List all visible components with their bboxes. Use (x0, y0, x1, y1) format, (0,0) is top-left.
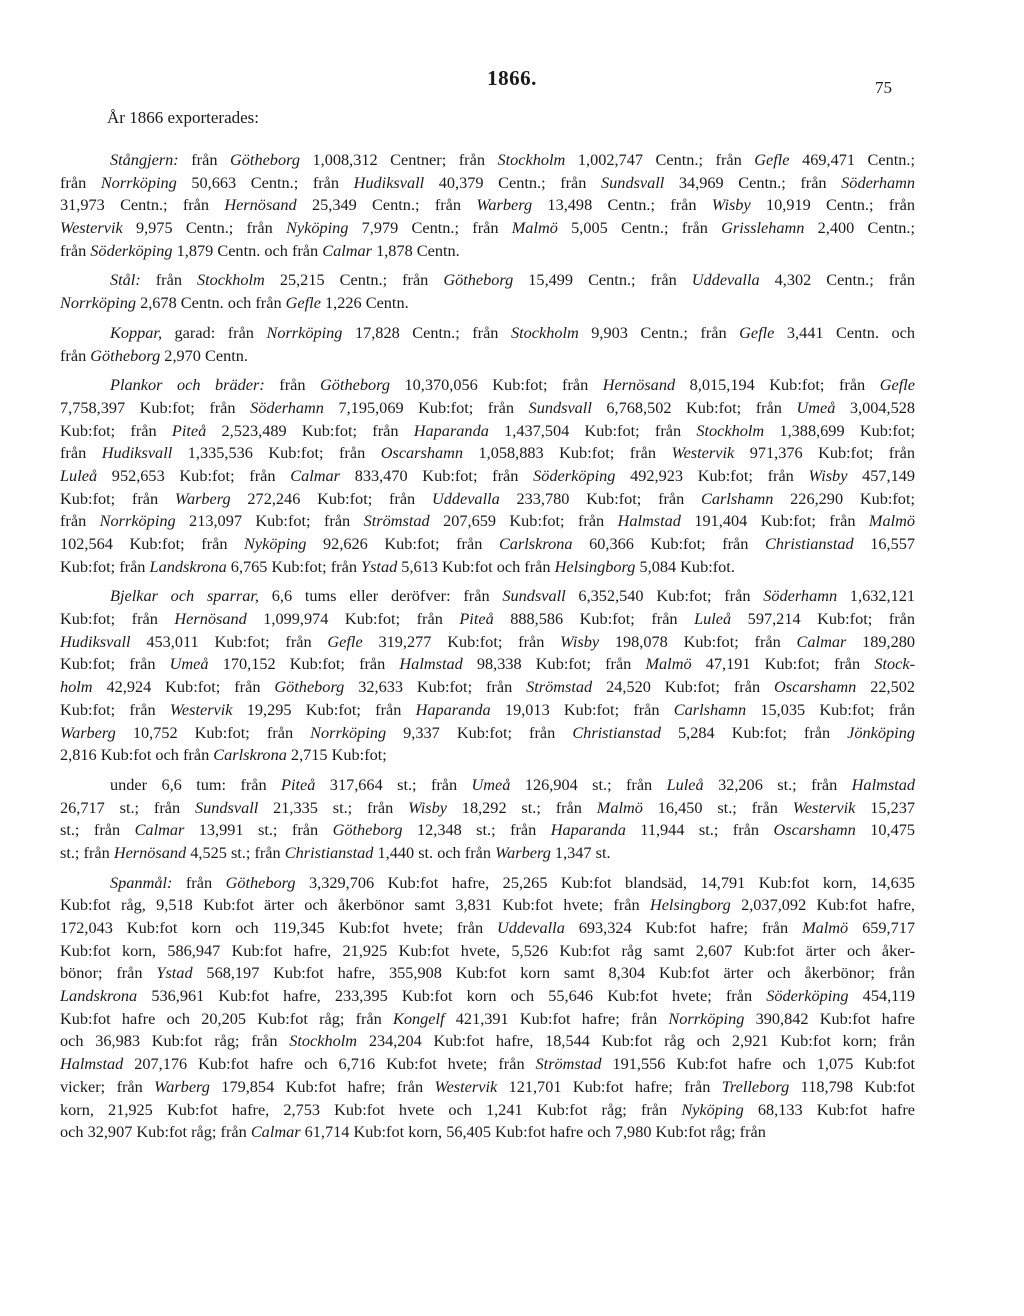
text-line: Kub:fot; från Hernösand 1,099,974 Kub:fot; från Piteå 888,586 Kub:fot; från Luleå 597,214 Kub:fot; från (60, 609, 916, 629)
text-line: holm 42,924 Kub:fot; från Götheborg 32,633 Kub:fot; från Strömstad 24,520 Kub:fot; från Oscarshamn 22,502 (60, 677, 916, 697)
text-line: Kub:fot; från Umeå 170,152 Kub:fot; från Halmstad 98,338 Kub:fot; från Malmö 47,191 Kub:fot; från Stock- (60, 654, 915, 674)
text-line: 7,758,397 Kub:fot; från Söderhamn 7,195,069 Kub:fot; från Sundsvall 6,768,502 Kub:fot; från Umeå 3,004,528 (60, 397, 915, 417)
text-line: st.; från Calmar 13,991 st.; från Götheborg 12,348 st.; från Haparanda 11,944 st.; från Oscarshamn 10,475 (60, 820, 916, 840)
text-line: bönor; från Ystad 568,197 Kub:fot hafre, 355,908 Kub:fot korn samt 8,304 Kub:fot ärter och åkerbönor; från (60, 963, 916, 983)
text-line: och 36,983 Kub:fot råg; från Stockholm 234,204 Kub:fot hafre, 18,544 Kub:fot råg och 2,921 Kub:fot korn; från (60, 1031, 916, 1051)
text-line: vicker; från Warberg 179,854 Kub:fot hafre; från Westervik 121,701 Kub:fot hafre; från Trelleborg 118,798 Kub:fot (60, 1076, 915, 1096)
page-year-header: 1866. (487, 66, 537, 90)
text-line: Kub:fot råg, 9,518 Kub:fot ärter och åkerbönor samt 3,831 Kub:fot hvete; från Helsingborg 2,037,092 Kub:fot hafre, (60, 895, 915, 915)
text-line: Hudiksvall 453,011 Kub:fot; från Gefle 319,277 Kub:fot; från Wisby 198,078 Kub:fot; från Calmar 189,280 (60, 631, 916, 651)
text-line: 172,043 Kub:fot korn och 119,345 Kub:fot hvete; från Uddevalla 693,324 Kub:fot hafre; från Malmö 659,717 (60, 918, 915, 937)
document-body (60, 149, 915, 1144)
text-line: Kub:fot; från Warberg 272,246 Kub:fot; från Uddevalla 233,780 Kub:fot; från Carlshamn 226,290 Kub:fot; (60, 488, 915, 508)
paragraph (60, 774, 915, 865)
text-line: Koppar, garad: från Norrköping 17,828 Centn.; från Stockholm 9,903 Centn.; från Gefle 3,441 Centn. och (110, 322, 916, 342)
text-line: Spanmål: från Götheborg 3,329,706 Kub:fot hafre, 25,265 Kub:fot blandsäd, 14,791 Kub:fot korn, 14,635 (110, 872, 915, 892)
text-line: 26,717 st.; från Sundsvall 21,335 st.; från Wisby 18,292 st.; från Malmö 16,450 st.; från Westervik 15,237 (60, 797, 916, 817)
text-line: Kub:fot; från Westervik 19,295 Kub:fot; från Haparanda 19,013 Kub:fot; från Carlshamn 15,035 Kub:fot; från (60, 699, 915, 719)
text-line: 102,564 Kub:fot; från Nyköping 92,626 Kub:fot; från Carlskrona 60,366 Kub:fot; från Christianstad 16,557 (60, 534, 916, 553)
text-line: Halmstad 207,176 Kub:fot hafre och 6,716 Kub:fot hvete; från Strömstad 191,556 Kub:fot hafre och 1,075 Kub:fot (60, 1054, 915, 1074)
paragraph (60, 149, 915, 262)
text-line: 2,816 Kub:fot och från Carlskrona 2,715 Kub:fot; (60, 745, 387, 765)
text-line: under 6,6 tum: från Piteå 317,664 st.; från Umeå 126,904 st.; från Luleå 32,206 st.; från Halmstad (110, 774, 915, 794)
text-line: Luleå 952,653 Kub:fot; från Calmar 833,470 Kub:fot; från Söderköping 492,923 Kub:fot; från Wisby 457,149 (60, 465, 916, 485)
text-line: Kub:fot; från Piteå 2,523,489 Kub:fot; från Haparanda 1,437,504 Kub:fot; från Stockholm 1,388,699 Kub:fot; (60, 420, 915, 440)
text-line: Plankor och bräder: från Götheborg 10,370,056 Kub:fot; från Hernösand 8,015,194 Kub:fot; från Gefle (110, 375, 915, 395)
text-line: Norrköping 2,678 Centn. och från Gefle 1,226 Centn. (60, 293, 409, 313)
paragraph (60, 585, 915, 767)
text-line: Westervik 9,975 Centn.; från Nyköping 7,979 Centn.; från Malmö 5,005 Centn.; från Grisslehamn 2,400 Centn.; (60, 218, 916, 238)
text-line: från Söderköping 1,879 Centn. och från Calmar 1,878 Centn. (60, 240, 460, 260)
text-line: från Norrköping 213,097 Kub:fot; från Strömstad 207,659 Kub:fot; från Halmstad 191,404 Kub:fot; från Malmö (60, 511, 916, 531)
text-line: Warberg 10,752 Kub:fot; från Norrköping 9,337 Kub:fot; från Christianstad 5,284 Kub:fot; från Jönköping (60, 722, 915, 742)
paragraph (60, 374, 915, 578)
text-line: korn, 21,925 Kub:fot hafre, 2,753 Kub:fot hvete och 1,241 Kub:fot råg; från Nyköping 68,133 Kub:fot hafre (60, 1099, 915, 1119)
text-line: Bjelkar och sparrar, 6,6 tums eller deröfver: från Sundsvall 6,352,540 Kub:fot; från Söderhamn 1,632,121 (110, 586, 915, 606)
text-line: Kub:fot korn, 586,947 Kub:fot hafre, 21,925 Kub:fot hvete, 5,526 Kub:fot råg samt 2,607 Kub:fot ärter och åker- (60, 940, 915, 960)
section-heading: År 1866 exporterades: (107, 108, 260, 127)
text-line: Kub:fot hafre och 20,205 Kub:fot råg; från Kongelf 421,391 Kub:fot hafre; från Norrköping 390,842 Kub:fot hafre (60, 1008, 916, 1028)
text-line: Stål: från Stockholm 25,215 Centn.; från Götheborg 15,499 Centn.; från Uddevalla 4,302 Centn.; från (110, 270, 915, 290)
text-line: från Norrköping 50,663 Centn.; från Hudiksvall 40,379 Centn.; från Sundsvall 34,969 Centn.; från Söderhamn (60, 172, 916, 192)
text-line: från Hudiksvall 1,335,536 Kub:fot; från Oscarshamn 1,058,883 Kub:fot; från Westervik 971,376 Kub:fot; från (60, 443, 915, 463)
text-line: Landskrona 536,961 Kub:fot hafre, 233,395 Kub:fot korn och 55,646 Kub:fot hvete; från Söderköping 454,119 (60, 986, 915, 1006)
text-line: från Götheborg 2,970 Centn. (60, 345, 248, 365)
text-line: 31,973 Centn.; från Hernösand 25,349 Centn.; från Warberg 13,498 Centn.; från Wisby 10,919 Centn.; från (60, 195, 916, 215)
paragraph (60, 322, 915, 367)
page-number: 75 (875, 78, 892, 97)
text-line: Kub:fot; från Landskrona 6,765 Kub:fot; från Ystad 5,613 Kub:fot och från Helsingborg 5,084 Kub:fot. (60, 556, 735, 576)
paragraph (60, 872, 915, 1144)
paragraph (60, 269, 915, 314)
text-line: och 32,907 Kub:fot råg; från Calmar 61,714 Kub:fot korn, 56,405 Kub:fot hafre och 7,980 Kub:fot råg; från (60, 1122, 766, 1142)
text-line: st.; från Hernösand 4,525 st.; från Christianstad 1,440 st. och från Warberg 1,347 st. (60, 842, 611, 862)
text-line: Stångjern: från Götheborg 1,008,312 Centner; från Stockholm 1,002,747 Centn.; från Gefle 469,471 Centn.; (110, 150, 916, 169)
